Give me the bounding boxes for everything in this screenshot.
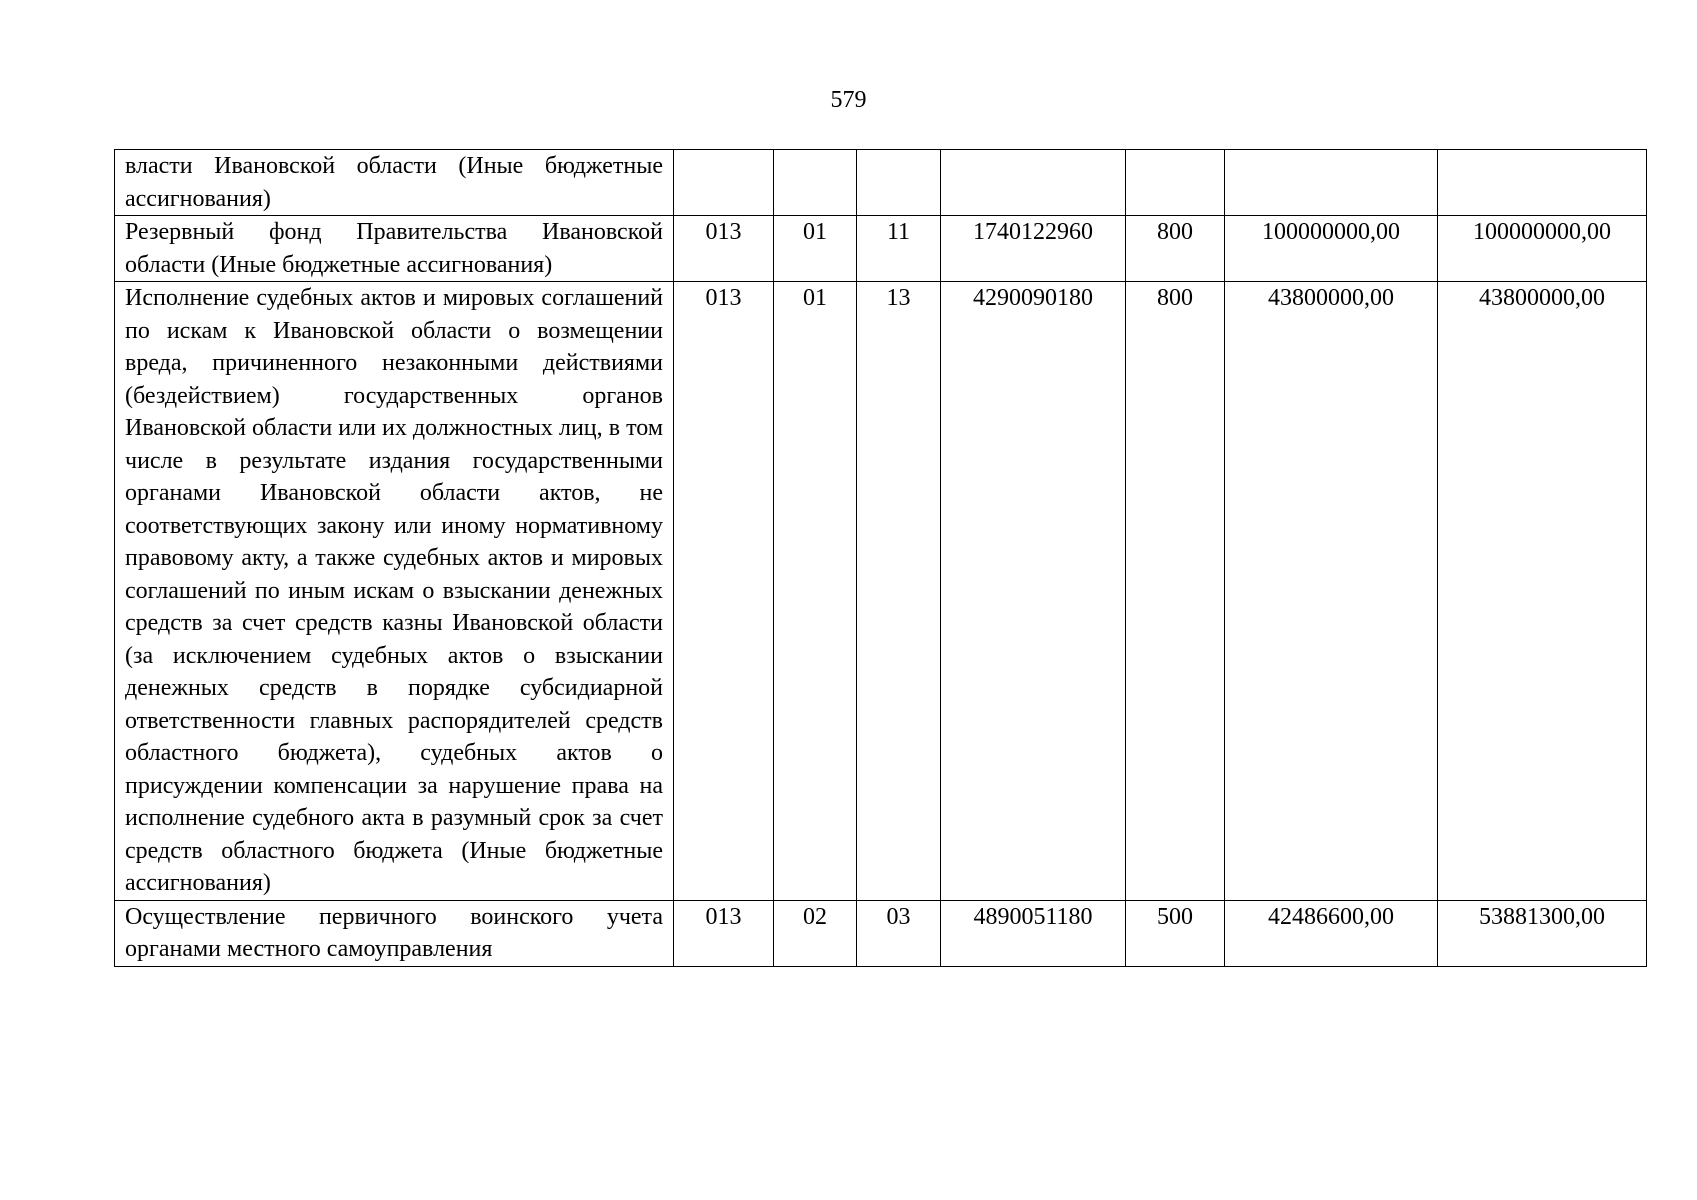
table-row bbox=[115, 282, 1647, 901]
page-number: 579 bbox=[830, 87, 867, 113]
budget-allocation-table bbox=[114, 149, 1647, 967]
amount-year1: 100000000,00 bbox=[1225, 216, 1438, 282]
expense-type-code: 800 bbox=[1126, 216, 1225, 282]
subsection-code: 11 bbox=[857, 216, 941, 282]
target-article-code: 4290090180 bbox=[941, 282, 1126, 901]
subsection-code: 03 bbox=[857, 900, 941, 966]
ministry-code: 013 bbox=[674, 216, 774, 282]
section-code: 01 bbox=[774, 282, 857, 901]
expense-description: Осуществление первичного воинского учета органами местного самоуправления bbox=[115, 900, 674, 966]
amount-year1: 43800000,00 bbox=[1225, 282, 1438, 901]
table-row bbox=[115, 150, 1647, 216]
expense-type-code bbox=[1126, 150, 1225, 216]
table-row bbox=[115, 900, 1647, 966]
ministry-code: 013 bbox=[674, 282, 774, 901]
target-article-code: 4890051180 bbox=[941, 900, 1126, 966]
amount-year2: 43800000,00 bbox=[1438, 282, 1647, 901]
section-code bbox=[774, 150, 857, 216]
ministry-code: 013 bbox=[674, 900, 774, 966]
amount-year2: 53881300,00 bbox=[1438, 900, 1647, 966]
amount-year1 bbox=[1225, 150, 1438, 216]
amount-year2 bbox=[1438, 150, 1647, 216]
target-article-code: 1740122960 bbox=[941, 216, 1126, 282]
section-code: 02 bbox=[774, 900, 857, 966]
subsection-code bbox=[857, 150, 941, 216]
amount-year2: 100000000,00 bbox=[1438, 216, 1647, 282]
expense-type-code: 500 bbox=[1126, 900, 1225, 966]
ministry-code bbox=[674, 150, 774, 216]
target-article-code bbox=[941, 150, 1126, 216]
expense-description: Резервный фонд Правительства Ивановской области (Иные бюджетные ассигнования) bbox=[115, 216, 674, 282]
amount-year1: 42486600,00 bbox=[1225, 900, 1438, 966]
expense-description: Исполнение судебных актов и мировых соглашений по искам к Ивановской области о возмещении вреда, причиненного незаконными действиями (бездействием) государственных органов Ивановской области или их должностных лиц, в том числе в результате издания государственными органами Ивановской области актов, не соответствующих закону или иному нормативному правовому акту, а также судебных актов и мировых соглашений по иным искам о взыскании денежных средств за счет средств казны Ивановской области (за исключением судебных актов о взыскании денежных средств в порядке субсидиарной ответственности главных распорядителей средств областного бюджета), судебных актов о присуждении компенсации за нарушение права на исполнение судебного акта в разумный срок за счет средств областного бюджета (Иные бюджетные ассигнования) bbox=[115, 282, 674, 901]
section-code: 01 bbox=[774, 216, 857, 282]
subsection-code: 13 bbox=[857, 282, 941, 901]
expense-description: власти Ивановской области (Иные бюджетные ассигнования) bbox=[115, 150, 674, 216]
expense-type-code: 800 bbox=[1126, 282, 1225, 901]
table-row bbox=[115, 216, 1647, 282]
